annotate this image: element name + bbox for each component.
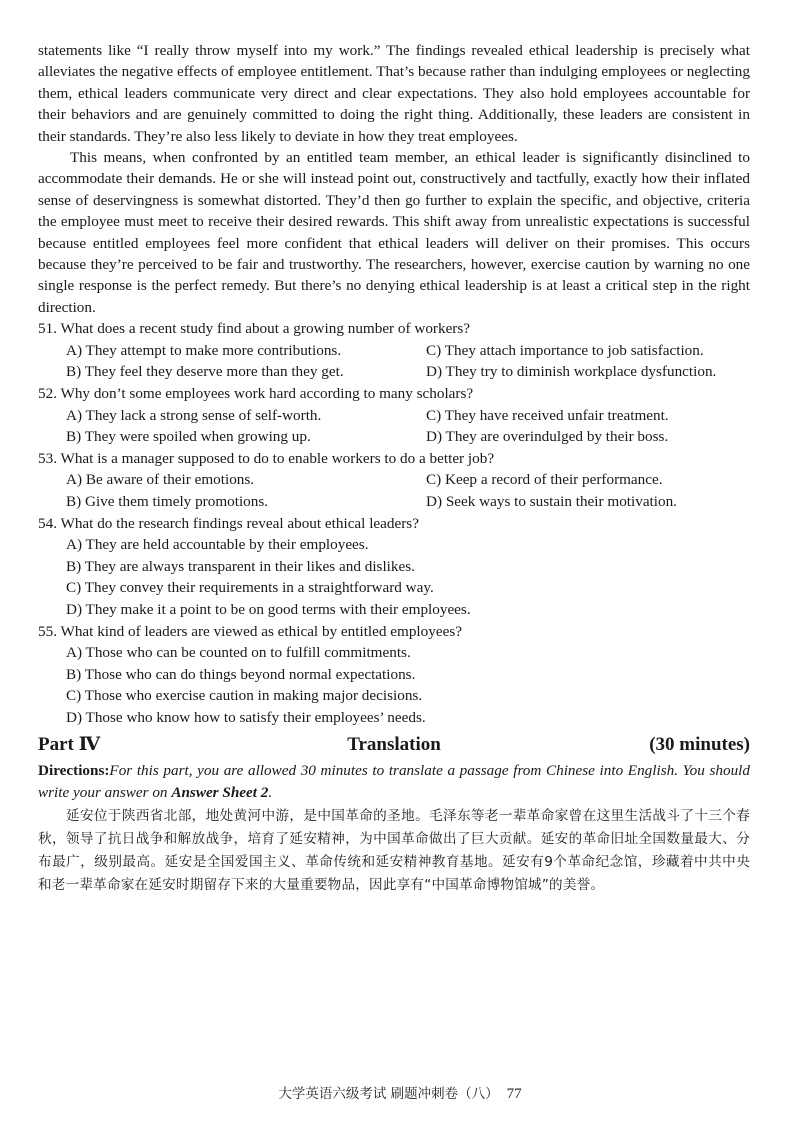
directions-end: . xyxy=(268,783,273,801)
option-c: C) They convey their requirements in a straightforward way. xyxy=(66,579,434,597)
option-b: B) Those who can do things beyond normal expectations. xyxy=(66,665,416,683)
question-stem: 53. What is a manager supposed to do to enable workers to do a better job? xyxy=(38,449,495,467)
option-a: A) They are held accountable by their employees. xyxy=(66,536,369,554)
translation-directions xyxy=(38,760,750,804)
options-grid xyxy=(38,340,750,383)
option-d: D) Seek ways to sustain their motivation. xyxy=(426,493,677,511)
options-list xyxy=(38,642,750,728)
part-time: (30 minutes) xyxy=(649,733,750,755)
option-c: C) Those who exercise caution in making major decisions. xyxy=(66,687,423,705)
question-stem: 52. Why don’t some employees work hard according to many scholars? xyxy=(38,385,474,403)
option-d: D) They are overindulged by their boss. xyxy=(426,428,669,446)
page-content xyxy=(38,40,750,897)
option-d: D) They make it a point to be on good terms with their employees. xyxy=(66,601,471,618)
part-title: Translation xyxy=(347,733,441,755)
directions-label: Directions: xyxy=(38,761,110,779)
passage-paragraph-1: statements like “I really throw myself into my work.” The findings revealed ethical leadership is precisely what alleviates the negative effects of employee entitlement. That’s because rather than indulging employees or neglecting them, ethical leaders communicate very direct and clear expectations. They also hold employees accountable for their behaviors and are genuinely committed to doing the right thing. Additionally, these leaders are consistent in their standards. They’re also less likely to deviate in how they treat employees. xyxy=(38,42,750,145)
option-a: A) Those who can be counted on to fulfill commitments. xyxy=(66,644,411,662)
question-52 xyxy=(38,383,750,448)
option-a: A) They lack a strong sense of self-worth. xyxy=(66,406,322,424)
question-stem: 54. What do the research findings reveal about ethical leaders? xyxy=(38,514,419,532)
option-a: A) Be aware of their emotions. xyxy=(66,471,255,489)
passage-paragraph-2: This means, when confronted by an entitled team member, an ethical leader is significantly disinclined to accommodate their demands. He or she will instead point out, constructively and tactfully, exactly how their inflated sense of deservingness is somewhat distorted. They’d then go further to explain the specific, and objective, criteria the employee must meet to receive their desired rewards. This shift away from unrealistic expectations is successful because entitled employees feel more confident that ethical leaders will deliver on their promises. This occurs because they’re perceived to be fair and trustworthy. The researchers, however, exercise caution by warning no one single response is the perfect remedy. But there’s no denying ethical leadership is at least a critical step in the right direction. xyxy=(38,149,750,316)
options-grid xyxy=(38,405,750,448)
page-number: 77 xyxy=(506,1086,522,1102)
question-stem: 55. What kind of leaders are viewed as ethical by entitled employees? xyxy=(38,622,462,640)
answer-sheet-ref: Answer Sheet 2 xyxy=(171,783,269,801)
question-53 xyxy=(38,448,750,513)
chinese-passage: 延安位于陕西省北部，地处黄河中游，是中国革命的圣地。毛泽东等老一辈革命家曾在这里生活战斗了十三个春秋，领导了抗日战争和解放战争，培育了延安精神，为中国革命做出了巨大贡献。延安的革命旧址全国数量最大、分布最广，级别最高。延安是全国爱国主义、革命传统和延安精神教育基地。延安有9个革命纪念馆，珍藏着中共中央和老一辈革命家在延安时期留存下来的大量重要物品，因此享有“中国革命博物馆城”的美誉。 xyxy=(38,807,750,893)
option-c: C) Keep a record of their performance. xyxy=(426,471,663,489)
question-55 xyxy=(38,621,750,729)
option-d: D) Those who know how to satisfy their employees’ needs. xyxy=(66,708,426,726)
part-4-header xyxy=(38,732,750,758)
option-a: A) They attempt to make more contributions. xyxy=(66,341,342,359)
options-grid xyxy=(38,469,750,512)
option-b: B) They were spoiled when growing up. xyxy=(66,428,311,446)
question-54 xyxy=(38,513,750,621)
option-c: C) They attach importance to job satisfaction. xyxy=(426,341,704,359)
book-title: 大学英语六级考试 刷题冲刺卷（八） xyxy=(278,1086,499,1102)
page-footer xyxy=(0,1082,800,1103)
question-stem: 51. What does a recent study find about a growing number of workers? xyxy=(38,320,471,338)
directions-text: For this part, you are allowed 30 minutes to translate a passage from Chinese into English. You should write your answer on xyxy=(38,761,750,801)
option-b: B) They are always transparent in their likes and dislikes. xyxy=(66,557,415,575)
part-label: Part Ⅳ xyxy=(38,733,101,755)
option-b: B) Give them timely promotions. xyxy=(66,493,269,511)
option-c: C) They have received unfair treatment. xyxy=(426,406,669,424)
option-d: D) They try to diminish workplace dysfunction. xyxy=(426,363,717,381)
option-b: B) They feel they deserve more than they get. xyxy=(66,363,344,381)
options-list xyxy=(38,534,750,620)
question-51 xyxy=(38,318,750,383)
